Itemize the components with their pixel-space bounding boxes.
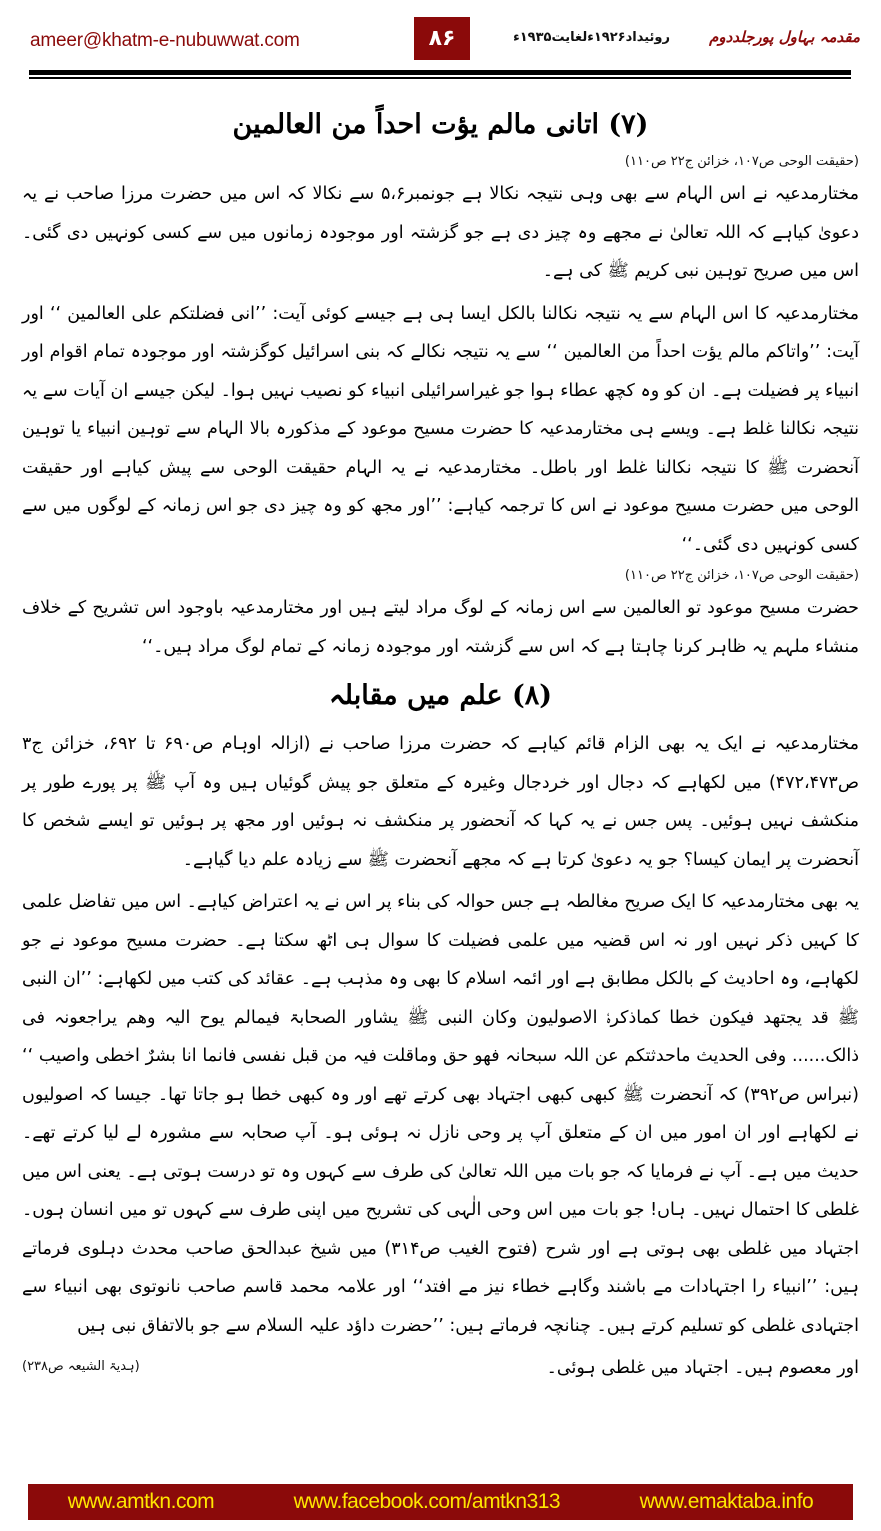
paragraph: مختارمدعیہ کا اس الہام سے یہ نتیجہ نکالنا بالکل ایسا ہی ہے جیسے کوئی آیت: ’’انی فضلتکم علی العالمین ‘‘ اور آیت: ’’واتاکم مالم یؤت احداً من العالمین ‘‘ سے یہ نتیجہ نکالے کہ بنی اسرائیل کوگزشتہ اور موجودہ تمام اقوام اور انبیاء پر فضیلت ہے۔ ان کو وہ کچھ عطاء ہوا جو غیراسرائیلی انبیاء کو نصیب نہیں ہوا۔ لیکن جیسے ان آیات سے یہ نتیجہ نکالنا غلط ہے۔ ویسے ہی مختارمدعیہ کا حضرت مسیح موعود کے مذکورہ بالا الہام سے توہین انبیاء یا توہین آنحضرت ﷺ کا نتیجہ نکالنا غلط اور باطل۔ مختارمدعیہ نے یہ الہام حقیقت الوحی سے پیش کیاہے اور حقیقت الوحی میں حضرت مسیح موعود نے اس کا ترجمہ کیاہے: ’’اور مجھ کو وہ چیز دی جو اس زمانہ کے لوگوں میں سے کسی کونہیں دی گئی۔‘‘ [22, 303, 859, 555]
closing-row [22, 1349, 859, 1388]
section-7 [22, 109, 859, 666]
paragraph: مختارمدعیہ نے ایک یہ بھی الزام قائم کیاہے کہ حضرت مرزا صاحب نے (ازالہ اوہام ص۶۹۰ تا ۶۹۲، خزائن ج۳ ص۴۷۲،۴۷۳) میں لکھاہے کہ دجال اور خردجال وغیرہ کے متعلق جو پیش گوئیاں ہیں وہ آپ ﷺ پر پورے طور پر منکشف نہیں ہوئیں۔ پس جس نے یہ کہا کہ آنحضور پر منکشف نہ ہوئیں اور مجھ پر ہوئیں تو ایسے شخص کا آنحضرت پر ایمان کیسا؟ جو یہ دعویٰ کرتا ہے کہ مجھے آنحضرت ﷺ سے زیادہ علم دیا گیاہے۔ [22, 734, 859, 870]
section-title: (۸) علم میں مقابلہ [328, 680, 553, 711]
header-subtitle: روئیداد۱۹۲۶ءلغایت۱۹۳۵ء [513, 30, 670, 45]
paragraph: اور معصوم ہیں۔ اجتہاد میں غلطی ہوئی۔ [546, 1358, 859, 1378]
footer-link-amtkn[interactable]: www.amtkn.com [67, 1490, 215, 1513]
reference-citation: (ہدیۃ الشیعہ ص۲۳۸) [22, 1358, 140, 1374]
page-number-badge: ۸۶ [414, 17, 470, 60]
header-rule-thin [29, 77, 851, 79]
header-email[interactable]: ameer@khatm-e-nubuwwat.com [30, 30, 300, 51]
paragraph: حضرت مسیح موعود تو العالمین سے اس زمانہ کے لوگ مراد لیتے ہیں اور مختارمدعیہ باوجود اس تشریح کے خلاف منشاء ملہم یہ ظاہر کرنا چاہتا ہے کہ اس سے گزشتہ اور موجودہ زمانہ کے تمام لوگ مراد ہیں۔‘‘ [22, 598, 859, 657]
reference-citation: (حقیقت الوحی ص۱۰۷، خزائن ج۲۲ ص۱۱۰) [624, 154, 859, 169]
footer-link-facebook[interactable]: www.facebook.com/amtkn313 [293, 1490, 561, 1513]
footer-link-emaktaba[interactable]: www.emaktaba.info [639, 1490, 814, 1513]
footer-banner [28, 1484, 853, 1520]
header-book-title: مقدمہ بہاول پورجلددوم [709, 28, 860, 46]
section-8 [22, 680, 859, 1388]
page-content [22, 95, 859, 1388]
page-header [0, 0, 881, 80]
paragraph: یہ بھی مختارمدعیہ کا ایک صریح مغالطہ ہے جس حوالہ کی بناء پر اس نے یہ اعتراض کیاہے۔ اس میں تفاضل علمی کا کہیں ذکر نہیں اور نہ اس قضیہ میں علمی فضیلت کا سوال ہی اٹھ سکتا ہے۔ حضرت مسیح موعود نے جو لکھاہے، وہ احادیث کے بالکل مطابق ہے اور ائمہ اسلام کا بھی وہ مذہب ہے۔ عقائد کی کتب میں لکھاہے: ’’ان النبی ﷺ قد یجتھد فیکون خطا کماذکرہٗ الاصولیون وکان النبی ﷺ یشاور الصحابۃ فیمالم یوح الیہ وھم یراجعونہ فی ذالک...... وفی الحدیث ماحدثتکم عن اللہ سبحانہ فھو حق وماقلت فیہ من قبل نفسی فانما انا بشرٌ اخطی واصیب ‘‘ (نبراس ص۳۹۲) کہ آنحضرت ﷺ کبھی کبھی اجتہاد بھی کرتے تھے اور وہ کبھی خطا ہو جاتا تھا۔ جیسا کہ اصولیوں نے لکھاہے اور ان امور میں ان کے متعلق آپ پر وحی نازل نہ ہوئی ہو۔ آپ صحابہ سے مشورہ لے لیا کرتے تھے۔ حدیث میں ہے۔ آپ نے فرمایا کہ جو بات میں اللہ تعالیٰ کی طرف سے کہوں وہ تو درست ہوتی ہے۔ یعنی اس میں غلطی کا احتمال نہیں۔ ہاں! جو بات میں اس وحی الٰہی کی تشریح میں اپنی طرف سے کہوں تو میں انسان ہوں۔ اجتہاد میں غلطی بھی ہوتی ہے اور شرح (فتوح الغیب ص۳۱۴) میں شیخ عبدالحق صاحب محدث دہلوی فرماتے ہیں: ’’انبیاء را اجتہادات مے باشند وگاہے خطاء نیز مے افتد‘‘ اور علامہ محمد قاسم صاحب نانوتوی بھی انبیاء سے اجتہادی غلطی کو تسلیم کرتے ہیں۔ چنانچہ فرماتے ہیں: ’’حضرت داؤد علیہ السلام سے جو بالاتفاق نبی ہیں [22, 892, 859, 1336]
section-title: (۷) اتانی مالم یؤت احداً من العالمین [232, 109, 649, 140]
header-rule-thick [29, 70, 851, 75]
paragraph: مختارمدعیہ نے اس الہام سے بھی وہی نتیجہ نکالا ہے جونمبر۵،۶ سے نکالا کہ اس میں حضرت مرزا صاحب نے یہ دعویٰ کیاہے کہ اللہ تعالیٰ نے مجھے وہ چیز دی ہے جو گزشتہ اور موجودہ زمانوں میں سے کسی کونہیں دی گئی۔ اس میں صریح توہین نبی کریم ﷺ کی ہے۔ [22, 184, 860, 281]
reference-citation: (حقیقت الوحی ص۱۰۷، خزائن ج۲۲ ص۱۱۰) [624, 568, 859, 583]
